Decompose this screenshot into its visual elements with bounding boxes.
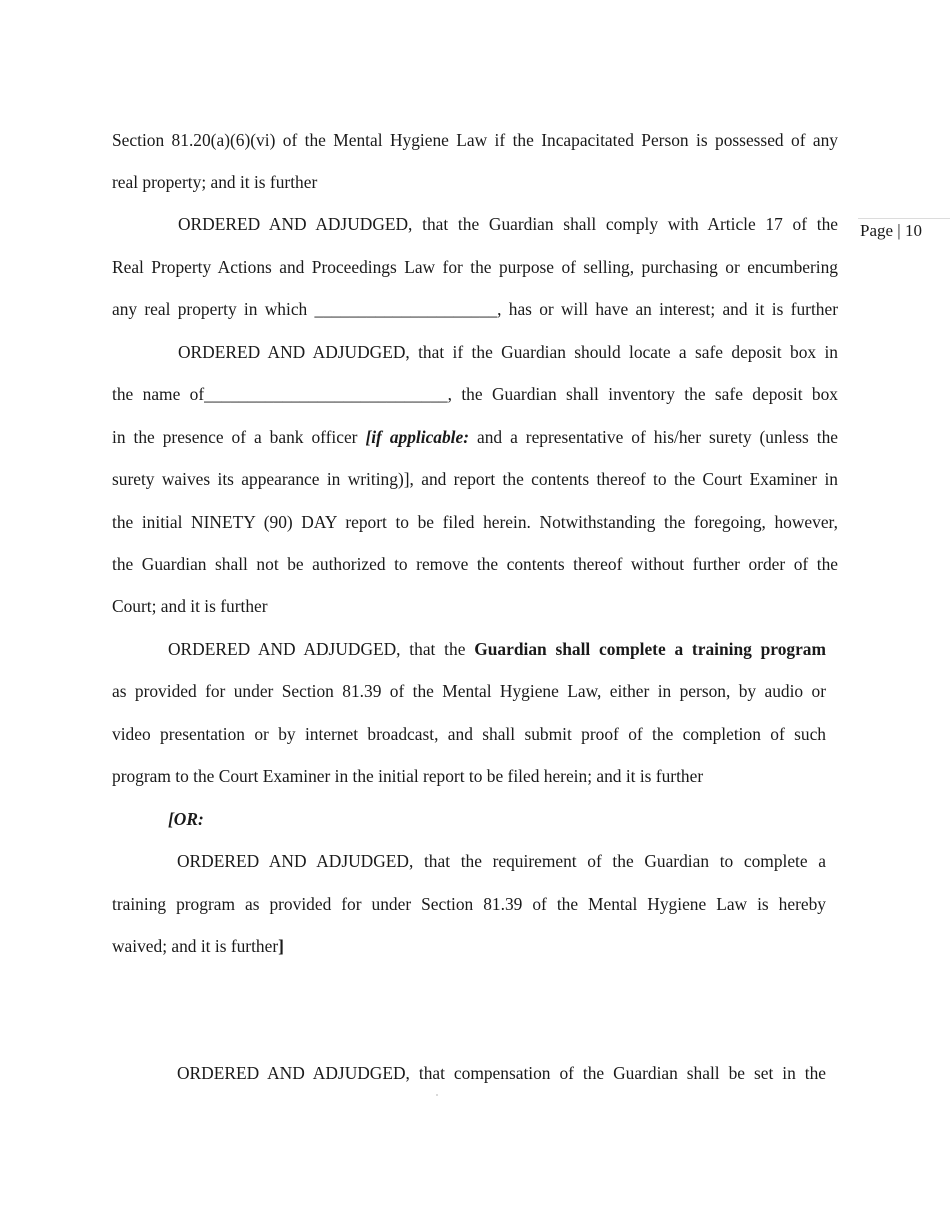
bold-phrase: Guardian shall complete a training program: [474, 639, 826, 659]
text-run: waived; and it is further: [112, 936, 279, 956]
page-number: Page | 10: [860, 221, 922, 240]
stray-mark: [436, 1094, 438, 1096]
text-line: surety waives its appearance in writing)], and report the contents thereof to the Court Examiner in: [112, 469, 838, 489]
if-applicable-note: [if applicable:: [365, 427, 470, 447]
header-divider: [858, 218, 950, 219]
text-line: training program as provided for under Section 81.39 of the Mental Hygiene Law is hereby: [112, 894, 826, 914]
text-line: Section 81.20(a)(6)(vi) of the Mental Hygiene Law if the Incapacitated Person is possessed of any: [112, 130, 838, 150]
text-line: the initial NINETY (90) DAY report to be filed herein. Notwithstanding the foregoing, however,: [112, 512, 838, 532]
text-line: as provided for under Section 81.39 of the Mental Hygiene Law, either in person, by audio or: [112, 681, 826, 701]
paragraph-start: ORDERED AND ADJUDGED, that the requirement of the Guardian to complete a: [177, 851, 826, 871]
paragraph-start: ORDERED AND ADJUDGED, that compensation of the Guardian shall be set in the: [177, 1063, 826, 1083]
paragraph-start: ORDERED AND ADJUDGED, that if the Guardian should locate a safe deposit box in: [178, 342, 838, 362]
text-line: the Guardian shall not be authorized to remove the contents thereof without further order of the: [112, 554, 838, 574]
text-run: ORDERED AND ADJUDGED, that the: [168, 639, 475, 659]
text-line: Real Property Actions and Proceedings Law for the purpose of selling, purchasing or encumbering: [112, 257, 838, 277]
text-line: [112, 934, 284, 958]
text-line: the name of____________________________, the Guardian shall inventory the safe deposit box: [112, 384, 838, 404]
closing-bracket: ]: [278, 936, 284, 956]
text-line: program to the Court Examiner in the initial report to be filed herein; and it is further: [112, 766, 704, 786]
text-line: Court; and it is further: [112, 596, 268, 616]
or-alternative-marker: [OR:: [168, 809, 204, 829]
paragraph-start: ORDERED AND ADJUDGED, that the Guardian shall comply with Article 17 of the: [178, 214, 838, 234]
text-run: in the presence of a bank officer: [112, 427, 366, 447]
text-line: real property; and it is further: [112, 172, 318, 192]
text-line: [112, 425, 838, 449]
paragraph-start: [168, 637, 826, 661]
text-run: and a representative of his/her surety (unless the: [469, 427, 838, 447]
text-line: video presentation or by internet broadcast, and shall submit proof of the completion of such: [112, 724, 826, 744]
text-line: any real property in which _____________________, has or will have an interest; and it is further: [112, 299, 838, 319]
